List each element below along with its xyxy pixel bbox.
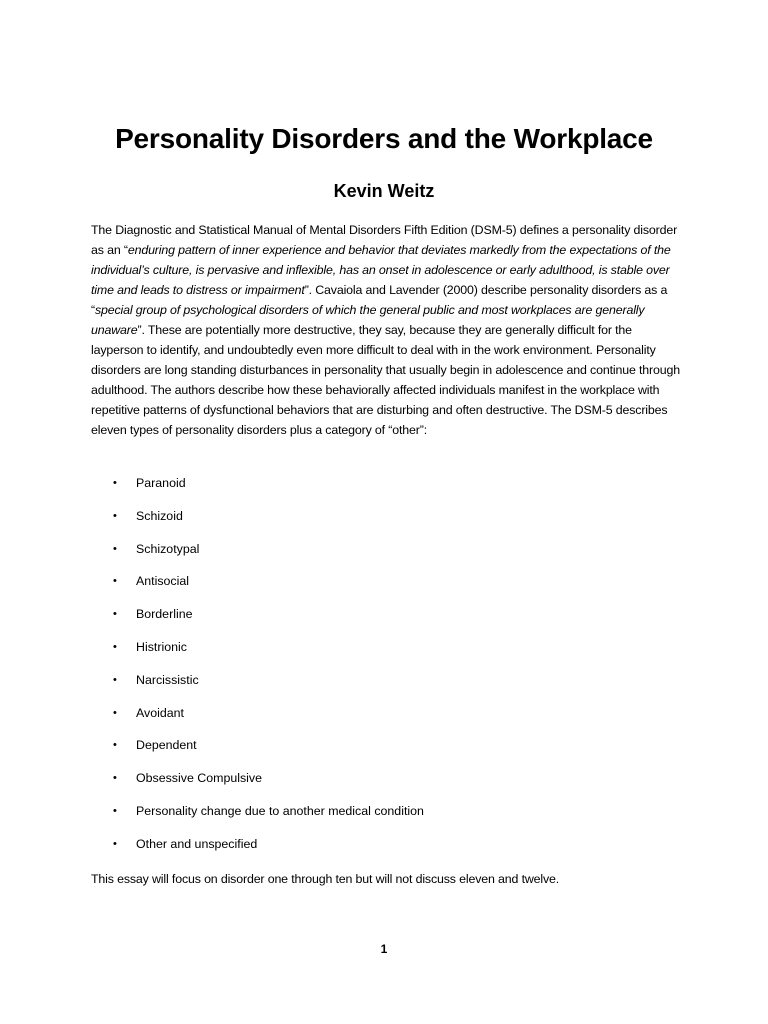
intro-quote-dsm5: enduring pattern of inner experience and behavior that deviates markedly from the expectations of the individual’s culture, is pervasive and inflexible, has an onset in adolescence or early adulthood, is stable over time and leads to distress or impairment [91, 243, 671, 297]
list-item [0, 571, 768, 604]
list-item-label: Personality change due to another medical condition [136, 803, 424, 818]
list-item [0, 801, 768, 834]
list-item [0, 473, 768, 506]
list-item-label: Schizotypal [136, 541, 200, 556]
list-item [0, 703, 768, 736]
list-item [0, 604, 768, 637]
page-number: 1 [380, 942, 388, 956]
list-item-label: Histrionic [136, 639, 187, 654]
bullet-icon: • [113, 673, 117, 686]
intro-paragraph [91, 220, 681, 440]
list-item-label: Schizoid [136, 508, 183, 523]
bullet-icon: • [113, 739, 117, 752]
list-item [0, 768, 768, 801]
document-author: Kevin Weitz [333, 181, 435, 201]
list-item [0, 637, 768, 670]
intro-text-part1: The Diagnostic and Statistical Manual of Mental Disorders Fifth Edition (DSM-5) defines a personality disorder as an “ [91, 223, 678, 257]
list-item [0, 735, 768, 768]
list-item-label: Avoidant [136, 705, 184, 720]
list-item [0, 834, 768, 867]
intro-quote-cavaiola: special group of psychological disorders of which the general public and most workplaces are generally unaware [91, 303, 645, 337]
list-item-label: Narcissistic [136, 672, 199, 687]
bullet-icon: • [113, 837, 117, 850]
list-item-label: Other and unspecified [136, 836, 258, 851]
list-item [0, 539, 768, 572]
bullet-icon: • [113, 477, 117, 489]
bullet-icon: • [113, 509, 117, 522]
bullet-icon: • [113, 706, 117, 719]
list-item [0, 670, 768, 703]
list-item [0, 506, 768, 539]
closing-paragraph: This essay will focus on disorder one through ten but will not discuss eleven and twelve. [91, 872, 560, 886]
list-item-label: Borderline [136, 607, 193, 622]
list-item-label: Dependent [136, 738, 197, 753]
disorder-list [0, 473, 768, 867]
bullet-icon: • [113, 640, 117, 653]
list-item-label: Paranoid [136, 476, 186, 490]
bullet-icon: • [113, 542, 117, 555]
bullet-icon: • [113, 575, 117, 588]
intro-text-part3: ”. These are potentially more destructive, they say, because they are generally difficult for the layperson to identify, and undoubtedly even more difficult to deal with in the work environment. Personality disorders are long standing disturbances in personality that usually begin in adolescence and continue through adulthood. The authors describe how these behaviorally affected individuals manifest in the workplace with repetitive patterns of dysfunctional behaviors that are disturbing and often destructive. The DSM-5 describes eleven types of personality disorders plus a category of “other”: [91, 323, 680, 437]
intro-text-part2: ”. Cavaiola and Lavender (2000) describe personality disorders as a “ [91, 283, 668, 317]
bullet-icon: • [113, 608, 117, 621]
bullet-icon: • [113, 804, 117, 817]
list-item-label: Antisocial [136, 574, 190, 589]
document-title: Personality Disorders and the Workplace [115, 123, 653, 154]
list-item-label: Obsessive Compulsive [136, 771, 263, 786]
bullet-icon: • [113, 772, 117, 785]
